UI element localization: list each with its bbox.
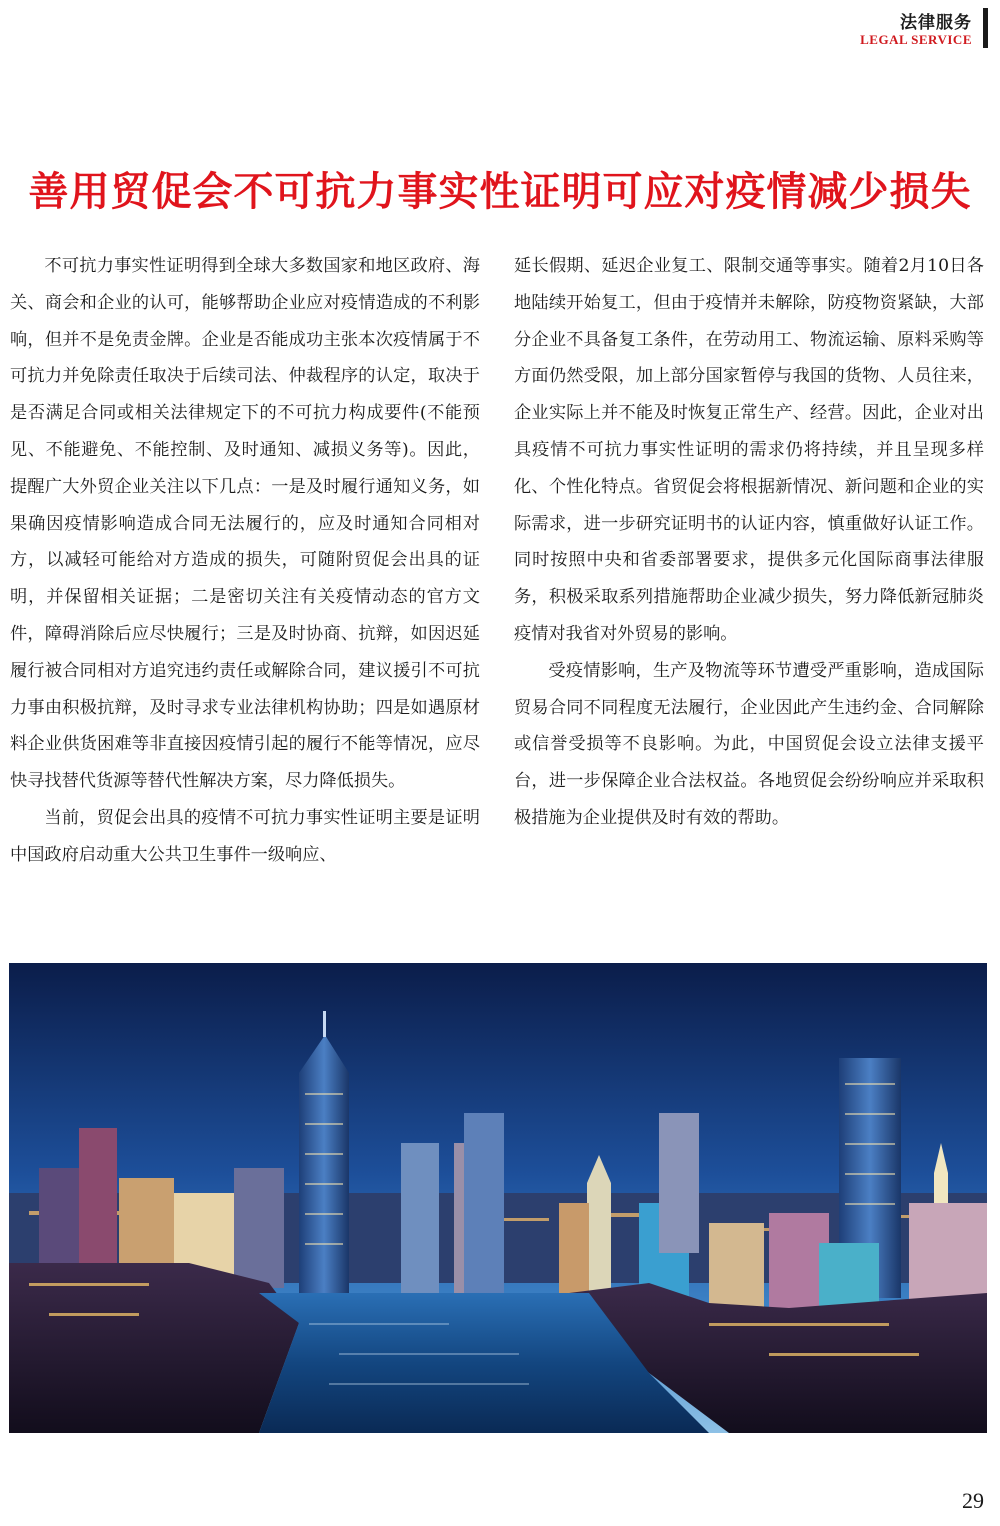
section-title-cn: 法律服务 <box>900 13 972 33</box>
section-header <box>768 6 988 50</box>
article-title: 善用贸促会不可抗力事实性证明可应对疫情减少损失 <box>28 168 972 215</box>
paragraph-3: 受疫情影响，生产及物流等环节遭受严重影响，造成国际贸易合同不同程度无法履行，企业因此产生违约金、合同解除或信誉受损等不良影响。为此，中国贸促会设立法律支援平台，进一步保障企业合法权益。各地贸促会纷纷响应并采取积极措施为企业提供及时有效的帮助。 <box>514 660 984 828</box>
paragraph-1: 不可抗力事实性证明得到全球大多数国家和地区政府、海关、商会和企业的认可，能够帮助企业应对疫情造成的不利影响，但并不是免责金牌。企业是否能成功主张本次疫情属于不可抗力并免除责任取决于后续司法、仲裁程序的认定，取决于是否满足合同或相关法律规定下的不可抗力构成要件(不能预见、不能避免、不能控制、及时通知、减损义务等)。因此，提醒广大外贸企业关注以下几点：一是及时履行通知义务，如果确因疫情影响造成合同无法履行的，应及时通知合同相对方，以减轻可能给对方造成的损失，可随附贸促会出具的证明，并保留相关证据；二是密切关注有关疫情动态的官方文件，障碍消除后应尽快履行；三是及时协商、抗辩，如因迟延履行被合同相对方追究违约责任或解除合同，建议援引不可抗力事由积极抗辩，及时寻求专业法律机构协助；四是如遇原材料企业供货困难等非直接因疫情引起的履行不能等情况，应尽快寻找替代货源等替代性解决方案，尽力降低损失。 <box>10 256 480 792</box>
paragraph-2-continuation: 延长假期、延迟企业复工、限制交通等事实。随着2月10日各地陆续开始复工，但由于疫情并未解除，防疫物资紧缺，大部分企业不具备复工条件，在劳动用工、物流运输、原料采购等方面仍然受限，加上部分国家暂停与我国的货物、人员往来，企业实际上并不能及时恢复正常生产、经营。因此，企业对出具疫情不可抗力事实性证明的需求仍将持续，并且呈现多样化、个性化特点。省贸促会将根据新情况、新问题和企业的实际需求，进一步研究证明书的认证内容，慎重做好认证工作。同时按照中央和省委部署要求，提供多元化国际商事法律服务，积极采取系列措施帮助企业减少损失，努力降低新冠肺炎疫情对我省对外贸易的影响。 <box>514 256 984 644</box>
header-divider-bar <box>983 8 988 48</box>
article-column-right <box>514 248 984 837</box>
article-column-left <box>10 248 480 874</box>
paragraph-2: 当前，贸促会出具的疫情不可抗力事实性证明主要是证明中国政府启动重大公共卫生事件一级响应、 <box>10 807 480 865</box>
page-number: 29 <box>962 1488 984 1513</box>
section-title-en: LEGAL SERVICE <box>860 32 972 47</box>
city-skyline-night-photo <box>9 963 987 1433</box>
